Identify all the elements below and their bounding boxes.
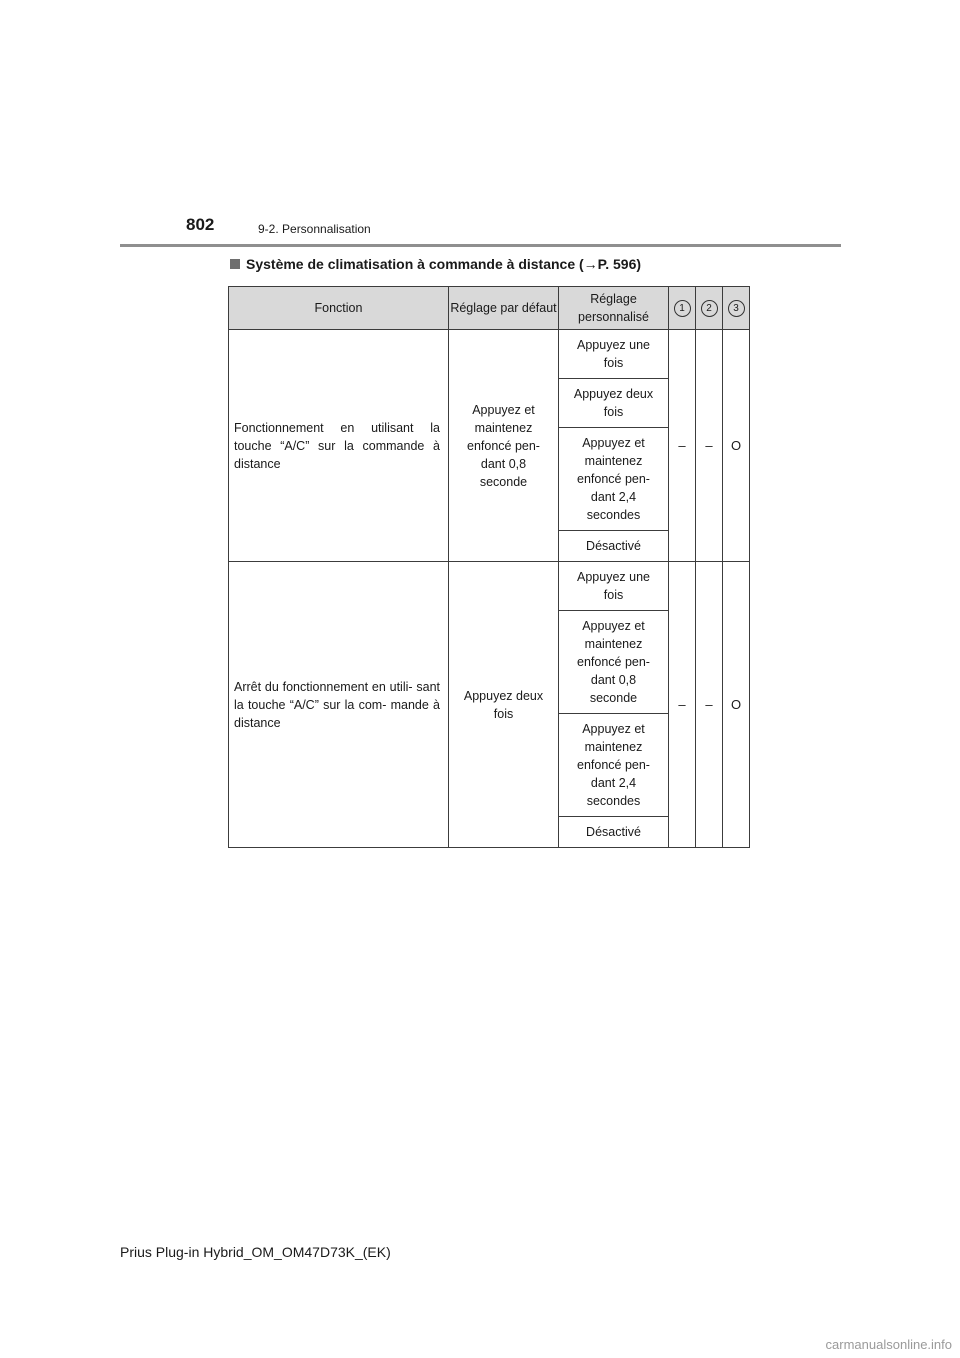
- mode-1-mark: –: [669, 330, 696, 562]
- circled-2-icon: 2: [701, 300, 718, 317]
- square-bullet-icon: [230, 259, 240, 269]
- circled-1-icon: 1: [674, 300, 691, 317]
- custom-option-cell: Appuyez une fois: [559, 562, 669, 611]
- circled-3-icon: 3: [728, 300, 745, 317]
- table-row: [229, 562, 750, 611]
- document-footer: Prius Plug-in Hybrid_OM_OM47D73K_(EK): [120, 1244, 391, 1260]
- function-cell: Arrêt du fonctionnement en utili- sant la touche “A/C” sur la com- mande à distance: [229, 562, 449, 848]
- custom-option-cell: Appuyez et maintenez enfoncé pen- dant 2,4 secondes: [559, 714, 669, 817]
- mode-1-mark: –: [669, 562, 696, 848]
- table-row: [229, 330, 750, 379]
- section-title: 9-2. Personnalisation: [258, 222, 371, 236]
- watermark[interactable]: carmanualsonline.info: [825, 1337, 952, 1352]
- table-header-row: [229, 287, 750, 330]
- customization-table: [228, 286, 750, 848]
- custom-option-cell: Appuyez deux fois: [559, 379, 669, 428]
- column-header-mode-1: [669, 287, 696, 330]
- custom-option-cell: Appuyez et maintenez enfoncé pen- dant 2,4 secondes: [559, 428, 669, 531]
- page-number: 802: [186, 215, 215, 234]
- custom-option-cell: Désactivé: [559, 531, 669, 562]
- mode-3-mark: O: [723, 562, 750, 848]
- section-heading-text: Système de climatisation à commande à distance (→P. 596): [246, 256, 642, 272]
- function-cell: Fonctionnement en utilisant la touche “A/C” sur la commande à distance: [229, 330, 449, 562]
- default-setting-cell: Appuyez et maintenez enfoncé pen- dant 0,8 seconde: [449, 330, 559, 562]
- header-divider: [120, 244, 841, 247]
- custom-option-cell: Désactivé: [559, 817, 669, 848]
- column-header-mode-3: [723, 287, 750, 330]
- custom-option-cell: Appuyez et maintenez enfoncé pen- dant 0,8 seconde: [559, 611, 669, 714]
- column-header-mode-2: [696, 287, 723, 330]
- mode-3-mark: O: [723, 330, 750, 562]
- mode-2-mark: –: [696, 562, 723, 848]
- default-setting-cell: Appuyez deux fois: [449, 562, 559, 848]
- section-heading: [230, 256, 641, 272]
- column-header-function: Fonction: [229, 287, 449, 330]
- mode-2-mark: –: [696, 330, 723, 562]
- column-header-default: Réglage par défaut: [449, 287, 559, 330]
- column-header-custom: Réglage personnalisé: [559, 287, 669, 330]
- custom-option-cell: Appuyez une fois: [559, 330, 669, 379]
